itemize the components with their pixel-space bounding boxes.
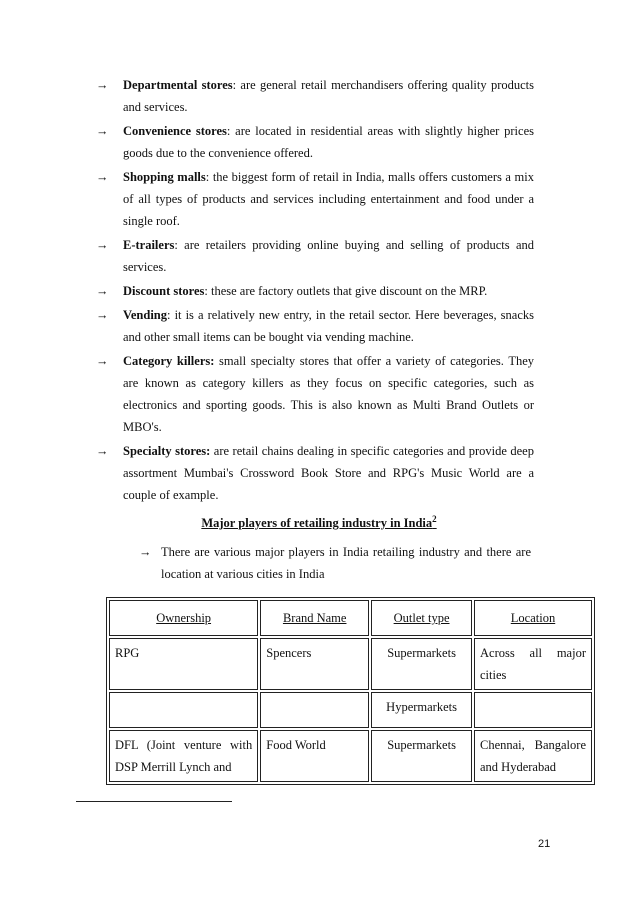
arrow-bullet-icon: →	[96, 238, 109, 252]
table-cell	[109, 692, 258, 728]
term: Departmental stores	[123, 78, 233, 92]
table-row	[109, 730, 592, 782]
table-cell: Supermarkets	[371, 730, 472, 782]
term-description: : these are factory outlets that give discount on the MRP.	[204, 284, 488, 298]
list-item-text	[123, 304, 534, 348]
term: Specialty stores:	[123, 444, 211, 458]
table-cell: Hypermarkets	[371, 692, 472, 728]
term: Shopping malls	[123, 170, 206, 184]
arrow-bullet-icon: →	[96, 124, 109, 138]
arrow-bullet-icon: →	[96, 78, 109, 92]
term: Category killers:	[123, 354, 215, 368]
term-description: : are general retail merchandisers offering quality products and services.	[123, 78, 534, 114]
table-cell: RPG	[109, 638, 258, 690]
retail-format-list	[96, 74, 534, 508]
term-description: : are retailers providing online buying and selling of products and services.	[123, 238, 534, 274]
footnote-separator	[76, 801, 232, 802]
table-cell: Across all major cities	[474, 638, 592, 690]
list-item-text	[123, 166, 534, 232]
term: Convenience stores	[123, 124, 227, 138]
list-item	[96, 280, 534, 302]
list-item-text	[123, 280, 534, 302]
list-item-text	[123, 234, 534, 278]
list-item-text	[123, 350, 534, 438]
table-cell: DFL (Joint venture with DSP Merrill Lynch and	[109, 730, 258, 782]
table-cell: Chennai, Bangalore and Hyderabad	[474, 730, 592, 782]
table-cell: Food World	[260, 730, 369, 782]
list-item-text	[123, 120, 534, 164]
term-description: : are located in residential areas with slightly higher prices goods due to the convenience offered.	[123, 124, 534, 160]
list-item	[96, 304, 534, 348]
column-header-location: Location	[474, 600, 592, 636]
list-item	[96, 74, 534, 118]
table-cell: Supermarkets	[371, 638, 472, 690]
table-header-row	[109, 600, 592, 636]
arrow-bullet-icon: →	[96, 444, 109, 458]
arrow-bullet-icon: →	[139, 545, 152, 559]
intro-text: There are various major players in India retailing industry and there are location at various cities in India	[161, 545, 531, 581]
retail-players-table	[106, 597, 595, 785]
term-description: small specialty stores that offer a variety of categories. They are known as category killers as they focus on specific categories, such as electronics and sporting goods. This is also known as Multi Brand Outlets or MBO's.	[123, 354, 535, 434]
footnote-marker: 2	[432, 514, 437, 524]
table-row	[109, 692, 592, 728]
table-cell	[474, 692, 592, 728]
page-number: 21	[538, 838, 551, 850]
list-item	[96, 350, 534, 438]
list-item-text	[123, 74, 534, 118]
term-description: : the biggest form of retail in India, malls offers customers a mix of all types of products and services including entertainment and food under a single roof.	[123, 170, 534, 228]
column-header-outlet-type: Outlet type	[371, 600, 472, 636]
arrow-bullet-icon: →	[96, 170, 109, 184]
table-cell	[260, 692, 369, 728]
term: Discount stores	[123, 284, 205, 298]
term: E-trailers	[123, 238, 175, 252]
table-cell: Spencers	[260, 638, 369, 690]
section-heading	[0, 508, 638, 534]
list-item	[96, 234, 534, 278]
list-item	[96, 120, 534, 164]
term-description: are retail chains dealing in specific categories and provide deep assortment Mumbai's Crossword Book Store and RPG's Music World are a couple of example.	[123, 444, 534, 502]
arrow-bullet-icon: →	[96, 284, 109, 298]
arrow-bullet-icon: →	[96, 354, 109, 368]
column-header-ownership: Ownership	[109, 600, 258, 636]
list-item	[96, 166, 534, 232]
list-item-text	[123, 440, 534, 506]
arrow-bullet-icon: →	[96, 308, 109, 322]
term: Vending	[123, 308, 168, 322]
section-heading-text: Major players of retailing industry in India	[201, 516, 433, 531]
term-description: : it is a relatively new entry, in the retail sector. Here beverages, snacks and other small items can be bought via vending machine.	[123, 308, 534, 344]
intro-paragraph	[139, 541, 531, 585]
list-item	[96, 440, 534, 506]
column-header-brand-name: Brand Name	[260, 600, 369, 636]
table-row	[109, 638, 592, 690]
